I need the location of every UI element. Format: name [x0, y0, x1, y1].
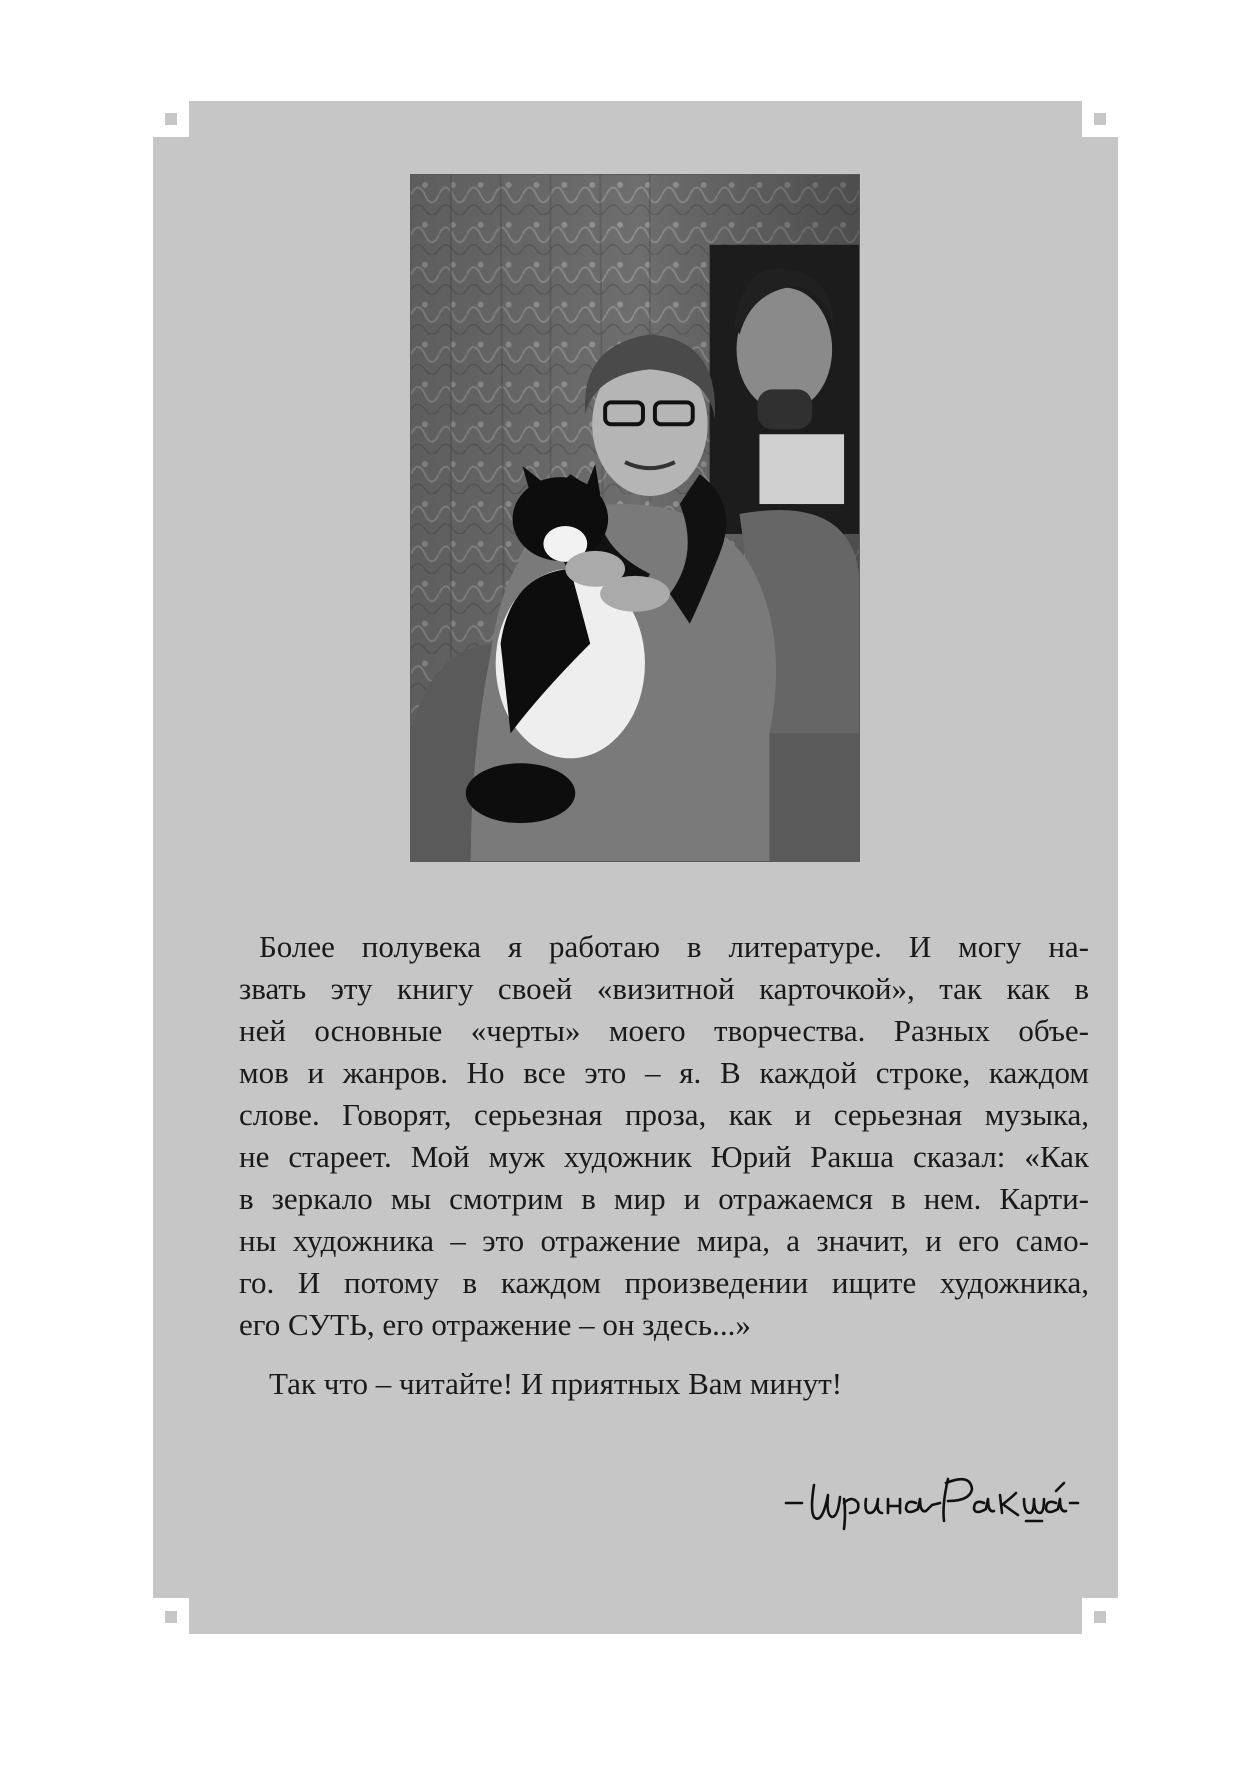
corner-mark-bottom-left: [165, 1611, 177, 1623]
corner-mark-top-left: [165, 113, 177, 125]
paragraph-line: звать эту книгу своей «визитной карточкой», так как в: [239, 971, 1089, 1006]
paragraph-line: ней основные «черты» моего творчества. Разных объе-: [239, 1013, 1089, 1048]
corner-mark-top-right: [1094, 113, 1106, 125]
author-photo: [410, 174, 860, 862]
author-photo-image: [411, 175, 859, 861]
paragraph-line: слове. Говорят, серьезная проза, как и серьезная музыка,: [239, 1097, 1089, 1132]
paragraph-line: его СУТЬ, его отражение – он здесь...»: [239, 1307, 751, 1342]
paragraph-line: в зеркало мы смотрим в мир и отражаемся в нем. Карти-: [239, 1181, 1089, 1216]
paragraph-line: Более полувека я работаю в литературе. И могу на-: [259, 929, 1089, 964]
intro-paragraph: [239, 926, 1089, 1346]
author-signature: [780, 1455, 1080, 1545]
paragraph-line: ны художника – это отражение мира, а значит, и его само-: [239, 1223, 1089, 1258]
closing-line: Так что – читайте! И приятных Вам минут!: [269, 1366, 843, 1401]
paragraph-line: не стареет. Мой муж художник Юрий Ракша сказал: «Как: [239, 1139, 1089, 1174]
paragraph-line: го. И потому в каждом произведении ищите художника,: [239, 1265, 1089, 1300]
paragraph-line: мов и жанров. Но все это – я. В каждой строке, каждом: [239, 1055, 1089, 1090]
corner-mark-bottom-right: [1094, 1611, 1106, 1623]
